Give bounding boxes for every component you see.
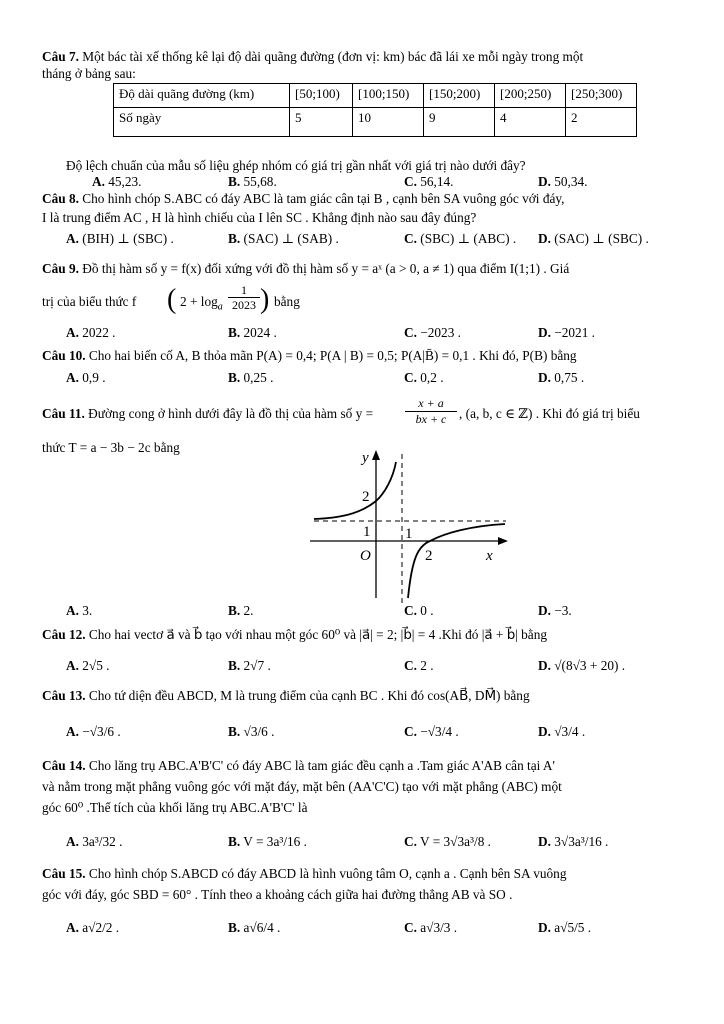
q11-option-d[interactable]: D. −3. xyxy=(538,603,572,618)
q11-stem-line1a: Câu 11. Đường cong ở hình dưới đây là đồ thị của hàm số y = xyxy=(42,406,374,421)
q9-left-paren: ( xyxy=(167,284,177,315)
x-tick-2: 2 xyxy=(425,548,433,564)
q9-fraction xyxy=(228,283,260,312)
q9-right-paren: ) xyxy=(260,284,270,315)
q11-option-a[interactable]: A. 3. xyxy=(66,603,93,618)
q15-option-d[interactable]: D. a√5/5 . xyxy=(538,920,592,935)
q12-option-d[interactable]: D. √(8√3 + 20) . xyxy=(538,658,626,673)
q9-option-c[interactable]: C. −2023 . xyxy=(404,325,462,340)
table-row xyxy=(114,84,637,108)
q11-option-c[interactable]: C. 0 . xyxy=(404,603,434,618)
q11-graph xyxy=(300,448,520,608)
q9-stem-tail: bằng xyxy=(274,294,300,309)
q8-option-a[interactable]: A. (BIH) ⊥ (SBC) . xyxy=(66,231,174,246)
q14-option-d[interactable]: D. 3√3a³/16 . xyxy=(538,834,609,849)
table-header-cell: [150;200) xyxy=(424,84,495,108)
q15-stem-line1: Câu 15. Cho hình chóp S.ABCD có đáy ABCD là hình vuông tâm O, cạnh a . Cạnh bên SA vuông xyxy=(42,866,567,881)
table-cell: 10 xyxy=(353,108,424,137)
q9-expr: $2 + \log_a$ xyxy=(180,294,223,313)
q7-option-d[interactable]: D. 50,34. xyxy=(538,174,588,189)
q8-option-b[interactable]: B. (SAC) ⊥ (SAB) . xyxy=(228,231,339,246)
y-axis-arrow-icon xyxy=(372,450,380,460)
q7-option-c[interactable]: C. 56,14. xyxy=(404,174,454,189)
table-header-cell: [250;300) xyxy=(566,84,637,108)
table-header-cell: [200;250) xyxy=(495,84,566,108)
q11-stem-line1b: , (a, b, c ∈ ℤ) . Khi đó giá trị biểu xyxy=(459,406,640,421)
q11-fraction xyxy=(405,396,457,427)
q8-stem-line1: Câu 8. Cho hình chóp S.ABC có đáy ABC là tam giác cân tại B , cạnh bên SA vuông góc với đáy, xyxy=(42,191,565,206)
q12-option-c[interactable]: C. 2 . xyxy=(404,658,434,673)
q13-option-b[interactable]: B. √3/6 . xyxy=(228,724,275,739)
q13-option-a[interactable]: A. −√3/6 . xyxy=(66,724,121,739)
q7-stem-line2: tháng ở bảng sau: xyxy=(42,66,136,81)
table-row xyxy=(114,108,637,137)
q10-stem-line1: Câu 10. Cho hai biến cố A, B thỏa mãn P(A) = 0,4; P(A | B) = 0,5; P(A|B̄) = 0,1 . Khi đó, P(B) bằng xyxy=(42,348,577,363)
q11-frac-num: x + a xyxy=(418,396,444,410)
table-header-cell: [100;150) xyxy=(353,84,424,108)
q9-option-d[interactable]: D. −2021 . xyxy=(538,325,596,340)
q15-stem-line2: góc với đáy, góc SBD = 60° . Tính theo a khoảng cách giữa hai đường thẳng AB và SO . xyxy=(42,887,513,902)
q14-option-a[interactable]: A. 3a³/32 . xyxy=(66,834,123,849)
q8-stem-line2: I là trung điểm AC , H là hình chiếu của I lên SC . Khẳng định nào sau đây đúng? xyxy=(42,210,477,225)
table-cell: 9 xyxy=(424,108,495,137)
q10-option-c[interactable]: C. 0,2 . xyxy=(404,370,444,385)
y-tick-1: 1 xyxy=(363,524,371,540)
q14-stem-line1: Câu 14. Cho lăng trụ ABC.A'B'C' có đáy ABC là tam giác đều cạnh a .Tam giác A'AB cân tại A' xyxy=(42,758,555,773)
q10-option-a[interactable]: A. 0,9 . xyxy=(66,370,106,385)
table-cell: Số ngày xyxy=(114,108,290,137)
q15-option-b[interactable]: B. a√6/4 . xyxy=(228,920,281,935)
x-tick-1: 1 xyxy=(405,526,413,542)
q7-question: Độ lệch chuẩn của mẫu số liệu ghép nhóm có giá trị gần nhất với giá trị nào dưới đây? xyxy=(66,158,526,173)
q15-option-c[interactable]: C. a√3/3 . xyxy=(404,920,458,935)
table-cell: 4 xyxy=(495,108,566,137)
q11-option-b[interactable]: B. 2. xyxy=(228,603,254,618)
q9-frac-num: 1 xyxy=(241,283,247,297)
table-cell: 5 xyxy=(290,108,353,137)
q9-option-b[interactable]: B. 2024 . xyxy=(228,325,277,340)
table-cell: 2 xyxy=(566,108,637,137)
q11-stem-line2: thức T = a − 3b − 2c bằng xyxy=(42,440,180,455)
origin-label: O xyxy=(360,548,371,564)
q14-option-b[interactable]: B. V = 3a³/16 . xyxy=(228,834,307,849)
q12-stem-line1: Câu 12. Cho hai vectơ a⃗ và b⃗ tạo với nhau một góc 60⁰ và |a⃗| = 2; |b⃗| = 4 .Khi đó |a⃗ + b⃗| bằng xyxy=(42,627,548,642)
q10-option-d[interactable]: D. 0,75 . xyxy=(538,370,585,385)
q7-option-a[interactable]: A. 45,23. xyxy=(92,174,142,189)
q7-data-table xyxy=(113,83,637,137)
q13-stem-line1: Câu 13. Cho tứ diện đều ABCD, M là trung điểm của cạnh BC . Khi đó cos(AB⃗, DM⃗) bằng xyxy=(42,688,530,703)
q15-option-a[interactable]: A. a√2/2 . xyxy=(66,920,120,935)
q11-frac-den: bx + c xyxy=(405,411,457,427)
x-label: x xyxy=(486,548,493,564)
q14-stem-line3: góc 60⁰ .Thể tích của khối lăng trụ ABC.A'B'C' là xyxy=(42,800,308,815)
curve-left-branch xyxy=(314,462,396,519)
table-header-cell: Độ dài quãng đường (km) xyxy=(114,84,290,108)
q9-frac-den: 2023 xyxy=(228,297,260,312)
x-axis-arrow-icon xyxy=(498,537,508,545)
q7-stem-line1: Câu 7. Một bác tài xế thống kê lại độ dài quãng đường (đơn vị: km) bác đã lái xe mỗi ngày trong một xyxy=(42,49,584,64)
q14-option-c[interactable]: C. V = 3√3a³/8 . xyxy=(404,834,492,849)
table-header-cell: [50;100) xyxy=(290,84,353,108)
q10-option-b[interactable]: B. 0,25 . xyxy=(228,370,274,385)
q13-option-d[interactable]: D. √3/4 . xyxy=(538,724,586,739)
q12-option-a[interactable]: A. 2√5 . xyxy=(66,658,110,673)
q8-option-c[interactable]: C. (SBC) ⊥ (ABC) . xyxy=(404,231,517,246)
q8-option-d[interactable]: D. (SAC) ⊥ (SBC) . xyxy=(538,231,649,246)
q13-option-c[interactable]: C. −√3/4 . xyxy=(404,724,459,739)
q12-option-b[interactable]: B. 2√7 . xyxy=(228,658,271,673)
q9-stem-line2: trị của biểu thức f xyxy=(42,294,137,309)
q9-stem-line1: Câu 9. Đồ thị hàm số y = f(x) đối xứng với đồ thị hàm số y = aˣ (a > 0, a ≠ 1) qua điểm I(1;1) . Giá xyxy=(42,261,570,276)
q14-stem-line2: và nằm trong mặt phẳng vuông góc với mặt đáy, mặt bên (AA'C'C) tạo với mặt phẳng (ABC) một xyxy=(42,779,562,794)
q9-option-a[interactable]: A. 2022 . xyxy=(66,325,116,340)
y-label: y xyxy=(362,450,369,466)
y-tick-2: 2 xyxy=(362,489,370,505)
q7-option-b[interactable]: B. 55,68. xyxy=(228,174,277,189)
